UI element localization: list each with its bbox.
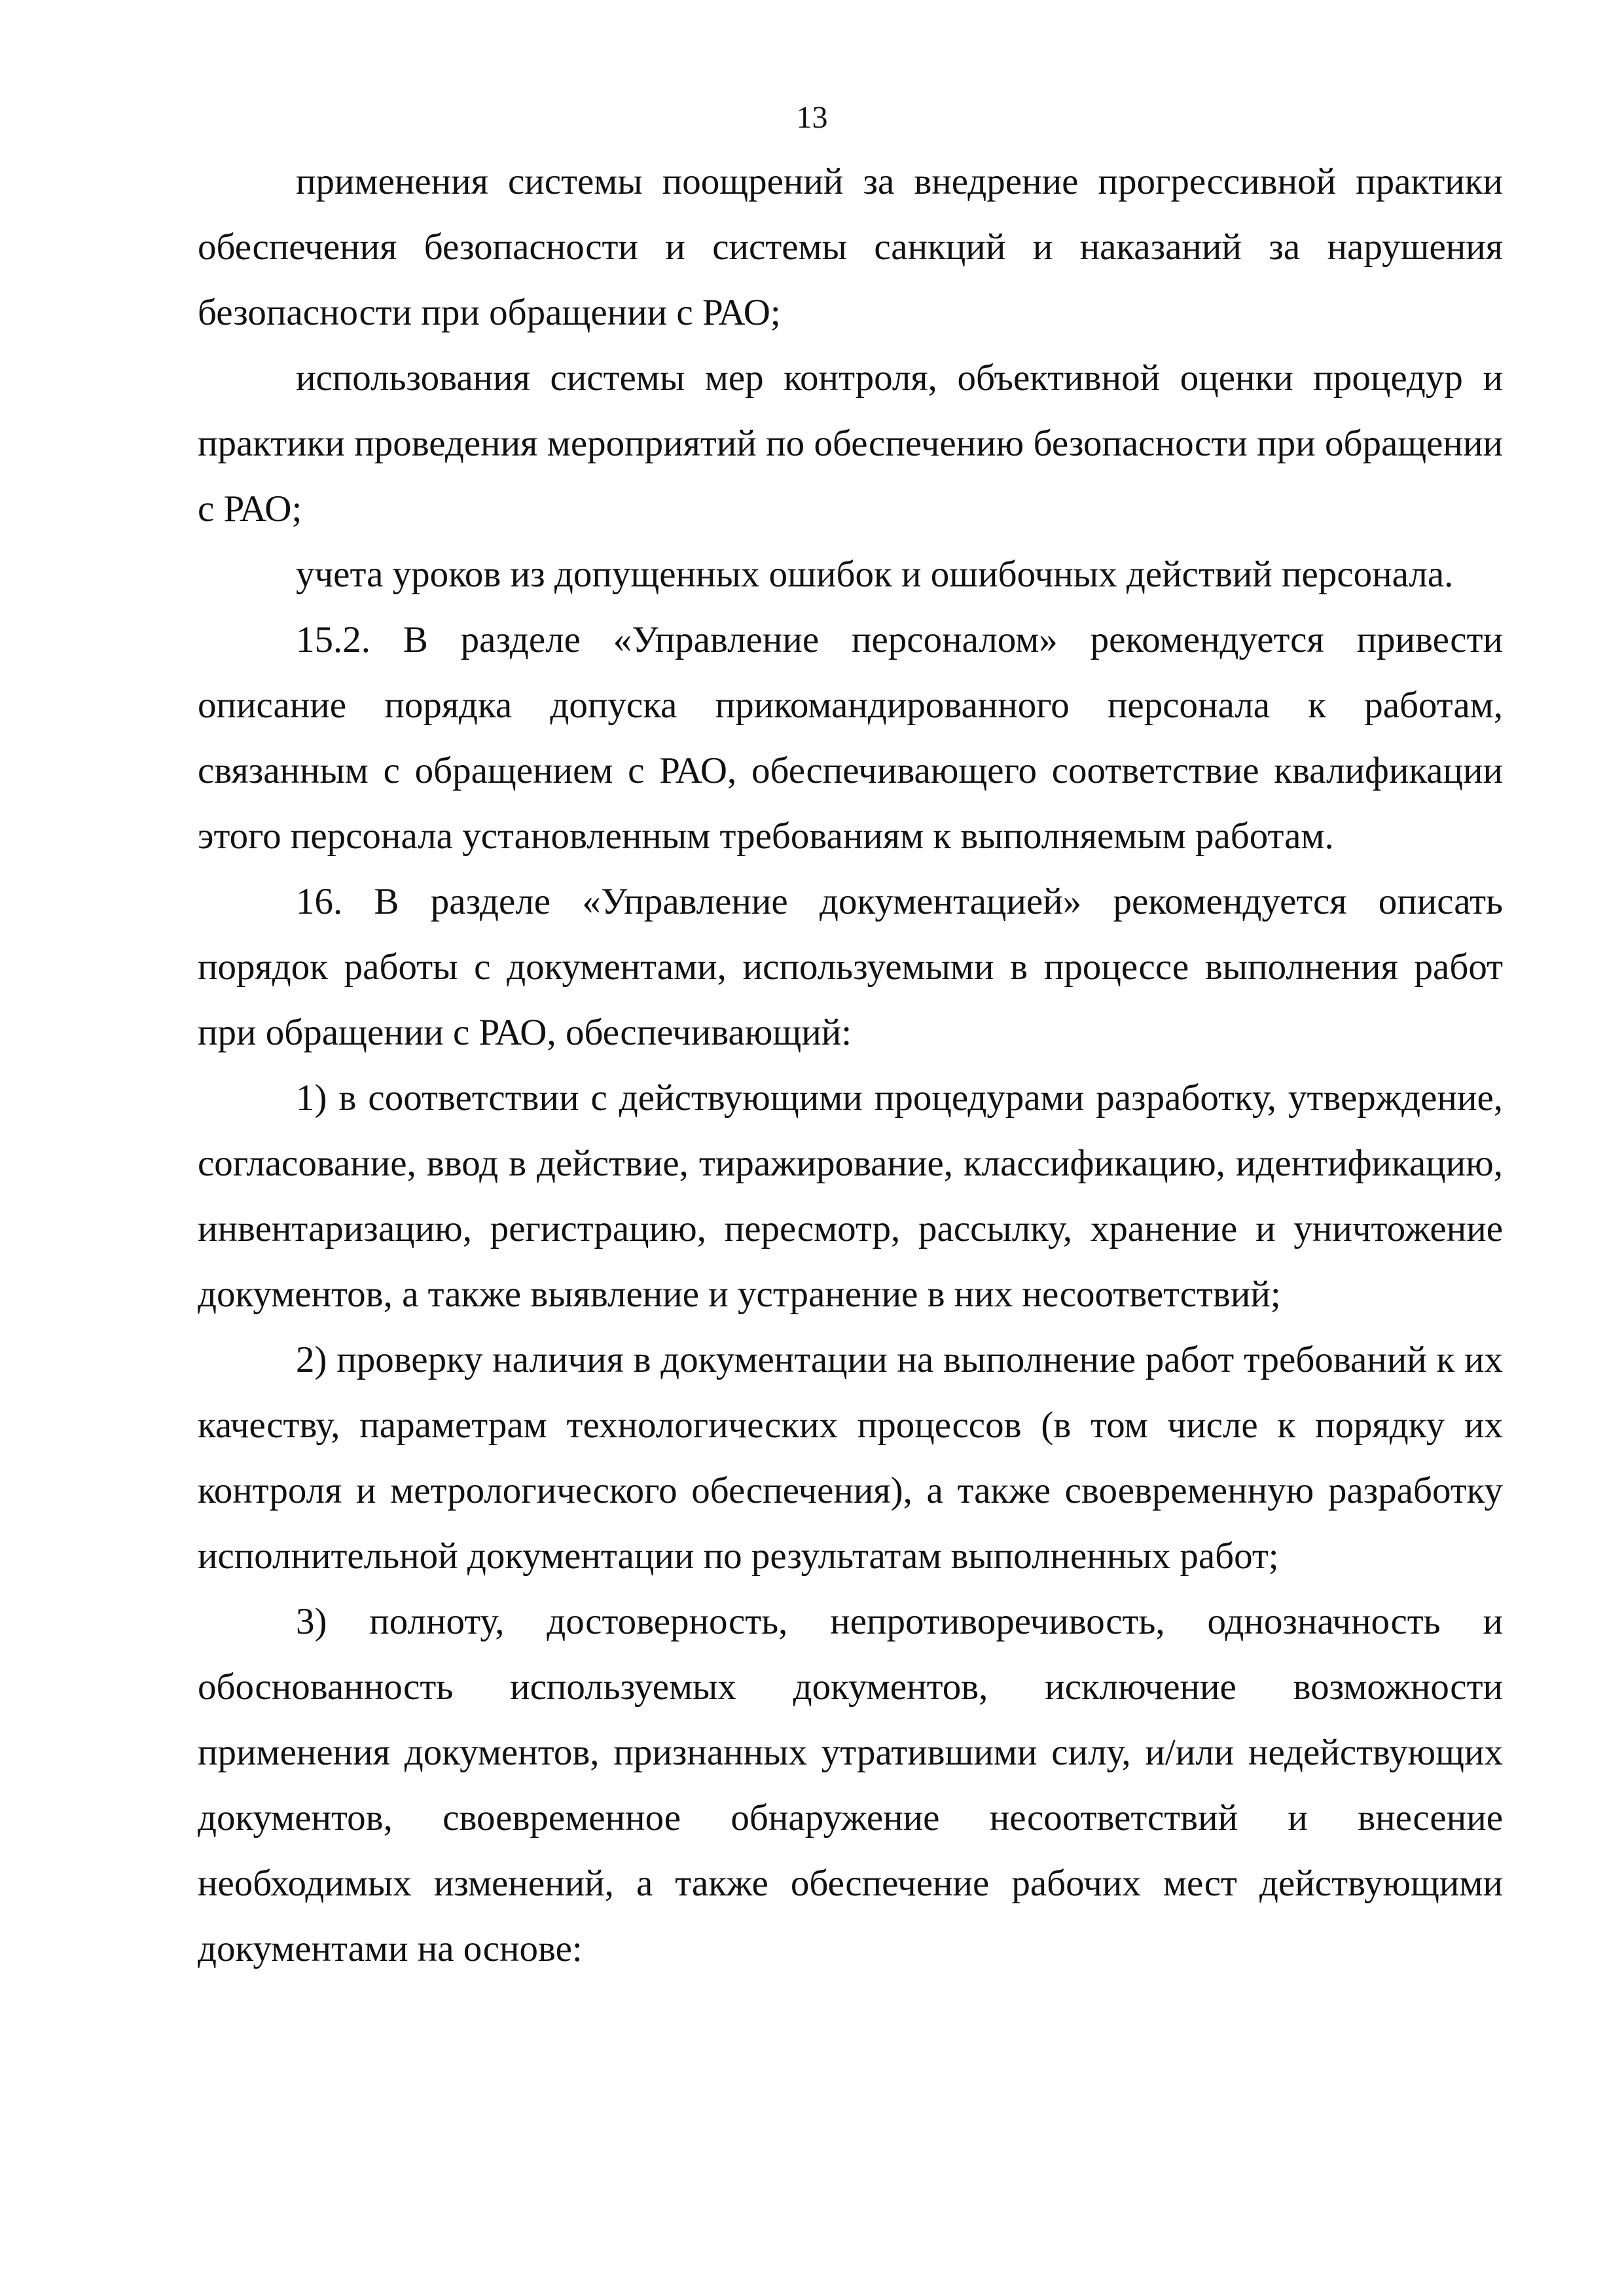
list-item-1: 1) в соответствии с действующими процедурами разработку, утверждение, согласование, ввод в действие, тиражирование, классификацию, идентификацию, инвентаризацию, регистрацию, пересмотр, рассылку, хранение и уничтожение документов, а также выявление и устранение в них несоответствий; <box>198 1077 1503 1315</box>
list-item-2: 2) проверку наличия в документации на выполнение работ требований к их качеству, параметрам технологических процессов (в том числе к порядку их контроля и метрологического обеспечения), а также своевременную разработку исполнительной документации по результатам выполненных работ; <box>198 1339 1503 1577</box>
page-number: 13 <box>796 100 828 135</box>
paragraph-control-measures: использования системы мер контроля, объективной оценки процедур и практики проведения мероприятий по обеспечению безопасности при обращении с РАО; <box>198 357 1503 529</box>
paragraph-incentives: применения системы поощрений за внедрение прогрессивной практики обеспечения безопасности и системы санкций и наказаний за нарушения безопасности при обращении с РАО; <box>198 161 1503 333</box>
list-item-3: 3) полноту, достоверность, непротиворечивость, однозначность и обоснованность используемых документов, исключение возможности применения документов, признанных утратившими силу, и/или недействующих документов, своевременное обнаружение несоответствий и внесение необходимых изменений, а также обеспечение рабочих мест действующими документами на основе: <box>198 1601 1503 1969</box>
paragraph-15-2: 15.2. В разделе «Управление персоналом» рекомендуется привести описание порядка допуска прикомандированного персонала к работам, связанным с обращением с РАО, обеспечивающего соответствие квалификации этого персонала установленным требованиям к выполняемым работам. <box>198 619 1503 857</box>
body-text <box>198 149 1503 1982</box>
paragraph-lessons-learned: учета уроков из допущенных ошибок и ошибочных действий персонала. <box>296 554 1454 595</box>
paragraph-16: 16. В разделе «Управление документацией» рекомендуется описать порядок работы с документами, используемыми в процессе выполнения работ при обращении с РАО, обеспечивающий: <box>198 881 1503 1053</box>
